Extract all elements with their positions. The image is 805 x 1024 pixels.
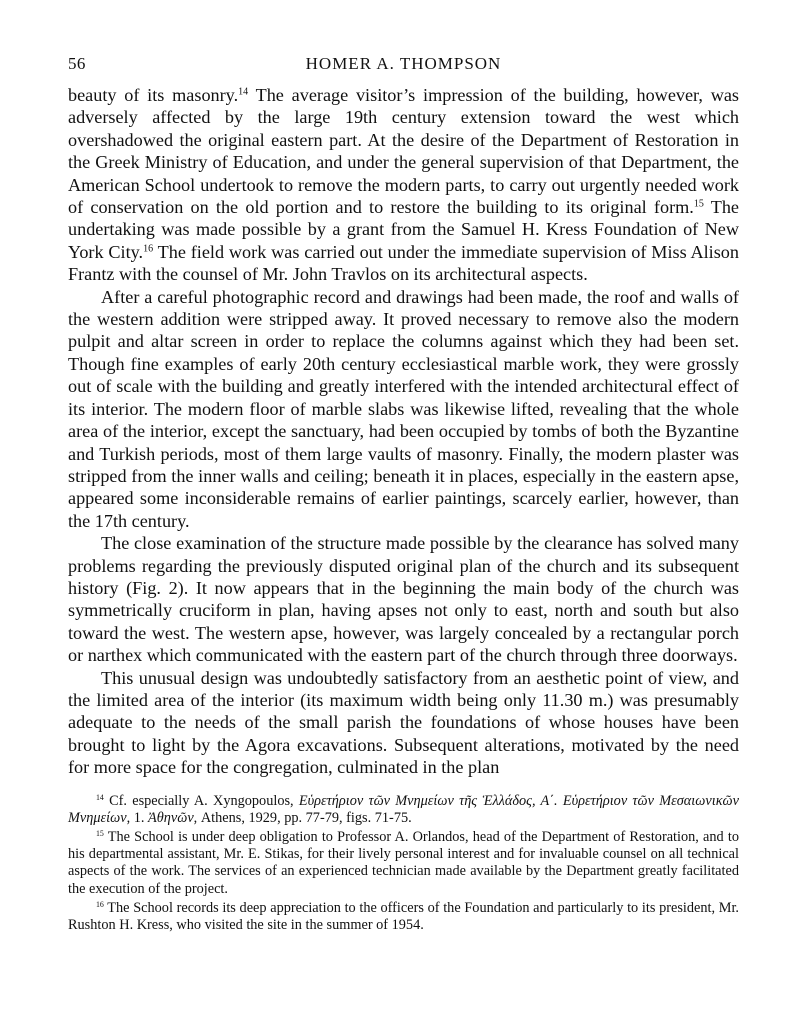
body-text	[68, 84, 739, 779]
footnote	[68, 829, 739, 898]
text-run: This unusual design was undoubtedly satisfactory from an aesthetic point of view, and the limited area of the interior (its maximum width being only 11.30 m.) was presumably adequate to the needs of the small parish the foundations of whose houses have been brought to light by the Agora excavations. Subsequent alterations, motivated by the need for more space for the congregation, culminated in the plan	[68, 667, 739, 778]
text-run: The School is under deep obligation to Professor A. Orlandos, head of the Department of Restoration, and to his departmental assistant, Mr. E. Stikas, for their lively personal interest and for invaluable counsel on all technical aspects of the work. The services of an experienced technician made available by the Department greatly facilitated the execution of the project.	[68, 829, 739, 897]
footnote	[68, 900, 739, 934]
text-run: , Athens, 1929, pp. 77-79, figs. 71-75.	[193, 809, 412, 826]
paragraph	[68, 532, 739, 666]
text-run: After a careful photographic record and drawings had been made, the roof and walls of the western addition were stripped away. It proved necessary to remove also the modern pulpit and altar screen in order to replace the columns against which they had been set. Though fine examples of early 20th century ecclesiastical marble work, they were grossly out of scale with the building and greatly interfered with the intended architectural effect of its interior. The modern floor of marble slabs was likewise lifted, revealing that the whole area of the interior, except the sanctuary, had been occupied by tombs of both the Byzantine and Turkish periods, most of them large vaults of masonry. Finally, the modern plaster was stripped from the inner walls and ceiling; beneath it in places, especially in the eastern apse, appeared some inconsiderable remains of earlier paintings, scarcely earlier, however, than the 17th century.	[68, 286, 739, 531]
footnote-marker: 15	[693, 198, 704, 210]
page-number: 56	[68, 54, 86, 73]
running-head	[68, 50, 739, 78]
footnote-marker: 15	[96, 828, 104, 838]
text-run: beauty of its masonry.	[68, 85, 239, 105]
footnotes	[68, 793, 739, 935]
greek-title: Ἀθηνῶν	[148, 809, 194, 826]
running-head-author: HOMER A. THOMPSON	[305, 54, 502, 73]
text-run: The undertaking was made possible by a grant from the Samuel H. Kress Foundation of New York City.	[68, 197, 739, 262]
paragraph	[68, 667, 739, 779]
text-run: The average visitor’s impression of the building, however, was adversely affected by the large 19th century extension toward the west which overshadowed the original eastern part. At the desire of the Department of Restoration in the Greek Ministry of Education, and under the general supervision of that Department, the American School undertook to remove the modern parts, to carry out urgently needed work of conservation on the old portion and to restore the building to its original form.	[68, 85, 739, 218]
greek-title: Εὑρετήριον τῶν Μνημείων τῆς Ἑλλάδος, Α΄. Εὑρετήριον τῶν Μεσαιωνικῶν Μνημείων	[68, 792, 739, 826]
text-run: The School records its deep appreciation to the officers of the Foundation and particularly to its president, Mr. Rushton H. Kress, who visited the site in the summer of 1954.	[68, 899, 739, 934]
footnote-marker: 14	[96, 792, 104, 802]
text-run: The close examination of the structure made possible by the clearance has solved many problems regarding the previously disputed original plan of the church and its subsequent history (Fig. 2). It now appears that in the beginning the main body of the church was symmetrically cruciform in plan, having apses not only to east, north and south but also toward the west. The western apse, however, was largely concealed by a rectangular porch or narthex which communicated with the eastern part of the church through three doorways.	[68, 533, 739, 666]
paragraph	[68, 84, 739, 286]
footnote-marker: 16	[143, 243, 154, 255]
text-run: Cf. especially A. Xyngopoulos,	[103, 792, 299, 809]
footnote	[68, 793, 739, 827]
paragraph	[68, 286, 739, 532]
footnote-marker: 16	[96, 899, 104, 909]
text-run: , 1.	[126, 809, 149, 826]
footnote-marker: 14	[238, 86, 249, 98]
text-run: The field work was carried out under the immediate supervision of Miss Alison Frantz with the counsel of Mr. John Travlos on its architectural aspects.	[68, 241, 739, 285]
